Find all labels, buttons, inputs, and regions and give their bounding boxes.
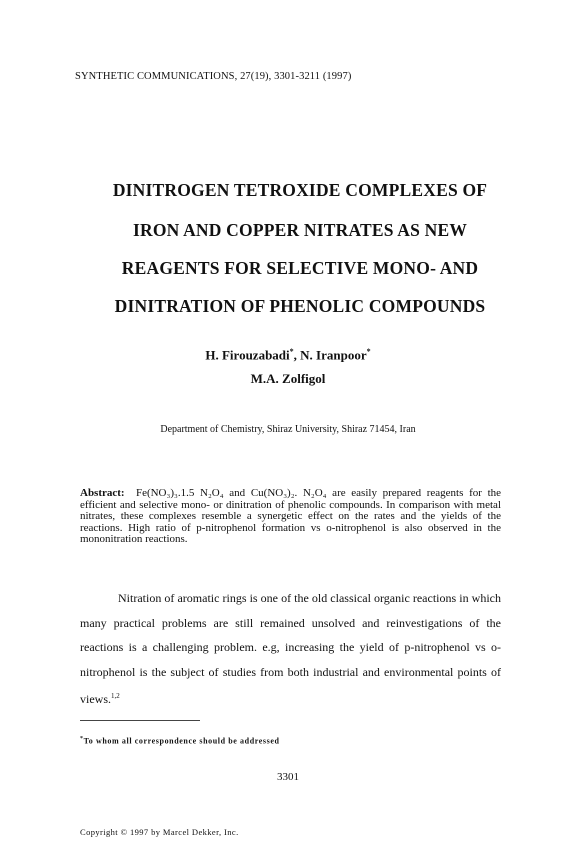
title-line-2: IRON AND COPPER NITRATES AS NEW [132, 220, 468, 240]
abstract [80, 488, 501, 546]
formula-copper-complex: Cu(NO₃)₂. N₂O₄ [250, 487, 327, 499]
intro-text: Nitration of aromatic rings is one of the old classical organic reactions in which many practical problems are still remained unsolved and reinvestigations of the reactions is a challenging problem. e.g, increasing the yield of p-nitrophenol vs o-nitrophenol is the subject of studies from both industrial and environmental points of views. [80, 591, 501, 706]
abstract-text: are easily prepared reagents for the efficient and selective mono- or dinitration of phenolic compounds. In comparison with metal nitrates, these complexes resemble a synergetic effect on the rates and the yields of the reactions. High ratio of p-nitrophenol formation vs o-nitrophenol is also observed in the mononitration reactions. [80, 487, 502, 545]
journal-header: SYNTHETIC COMMUNICATIONS, 27(19), 3301-3211 (1997) [75, 71, 352, 82]
footnote-marker: * [80, 736, 84, 742]
page-number: 3301 [277, 771, 299, 783]
authors-line-1 [0, 347, 576, 363]
affiliation: Department of Chemistry, Shiraz University, Shiraz 71454, Iran [160, 424, 416, 435]
footnote-text: To whom all correspondence should be addressed [83, 736, 280, 746]
author-zolfigol: M.A. Zolfigol [250, 371, 326, 386]
author-firouzabadi: H. Firouzabadi [205, 347, 290, 363]
abstract-label: Abstract: [80, 487, 125, 499]
copyright-notice: Copyright © 1997 by Marcel Dekker, Inc. [80, 827, 239, 837]
title-line-3: REAGENTS FOR SELECTIVE MONO- AND [121, 258, 479, 278]
abstract-and: and [223, 487, 251, 499]
title-line-4: DINITRATION OF PHENOLIC COMPOUNDS [114, 296, 486, 316]
footnote [80, 736, 280, 746]
corresponding-marker: * [366, 347, 371, 356]
corresponding-marker: * [289, 347, 294, 356]
title-line-1: DINITROGEN TETROXIDE COMPLEXES OF [112, 180, 488, 200]
author-separator: , [293, 347, 301, 363]
reference-markers: 1,2 [111, 692, 120, 700]
formula-iron-complex: Fe(NO₃)₃.1.5 N₂O₄ [135, 487, 224, 499]
footnote-divider [80, 720, 200, 721]
author-iranpoor: N. Iranpoor [300, 347, 367, 363]
intro-paragraph [80, 586, 501, 712]
